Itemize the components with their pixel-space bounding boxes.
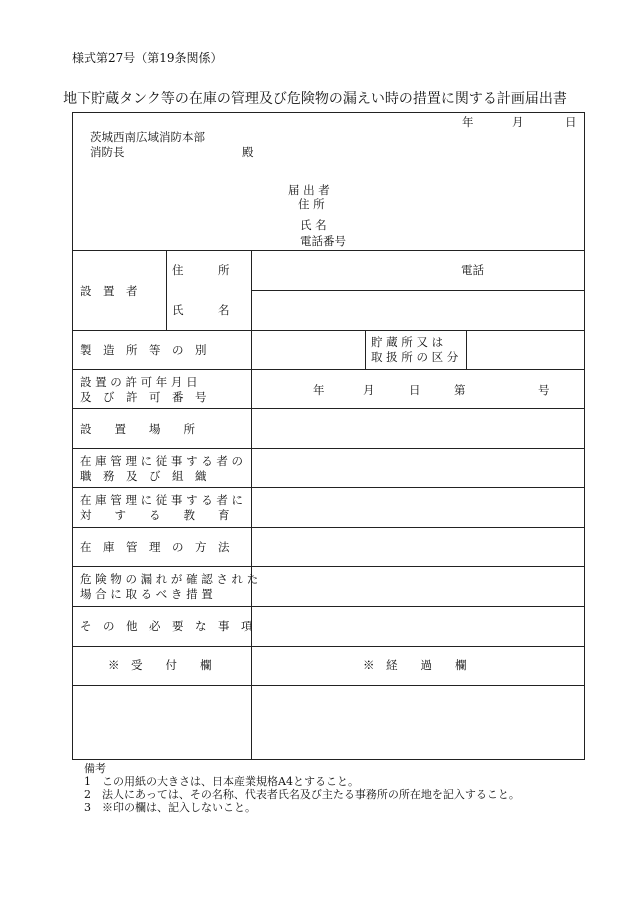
permit-label-2: 及 び 許 可 番 号 [80,390,207,404]
notifier-label: 届 出 者 [288,183,330,197]
notifier-name-label: 氏 名 [300,218,327,232]
form-title: 地下貯蔵タンク等の在庫の管理及び危険物の漏えい時の措置に関する計画届出書 [63,91,567,107]
storage-class-label-2: 取 扱 所 の 区 分 [371,350,459,364]
permit-day-label: 日 [409,383,421,397]
date-year-label: 年 [462,115,474,129]
permit-label-1: 設 置 の 許 可 年 月 日 [80,375,198,389]
note-item: 2 法人にあっては、その名称、代表者氏名及び主たる事務所の所在地を記入すること。 [84,788,520,801]
progress-column-label: ※ 経 過 欄 [363,658,467,672]
installer-label: 設 置 者 [80,284,138,298]
permit-no-label: 第 [454,383,466,397]
leak-label-1: 危 険 物 の 漏 れ が 確 認 さ れ た [80,572,259,586]
permit-month-label: 月 [363,383,375,397]
education-label-1: 在 庫 管 理 に 従 事 す る 者 に [80,493,244,507]
method-label: 在 庫 管 理 の 方 法 [80,540,230,554]
notes [84,762,520,814]
permit-year-label: 年 [313,383,325,397]
facility-type-label: 製 造 所 等 の 別 [80,343,207,357]
notifier-phone-label: 電話番号 [300,234,346,248]
form-number: 様式第27号（第19条関係） [72,51,223,65]
installer-name-label: 氏 名 [172,303,230,317]
date-month-label: 月 [512,115,524,129]
other-label: そ の 他 必 要 な 事 項 [80,619,253,633]
reception-column-label: ※ 受 付 欄 [108,658,212,672]
location-label: 設 置 場 所 [80,422,195,436]
installer-phone-label: 電話 [461,263,484,277]
notes-heading: 備考 [84,762,106,775]
installer-address-label: 住 所 [172,263,230,277]
storage-class-label-1: 貯 蔵 所 又 は [371,335,444,349]
leak-label-2: 場 合 に 取 る べ き 措 置 [80,587,213,601]
form-sheet [72,112,585,760]
education-label-2: 対 す る 教 育 [80,508,230,522]
note-item: 1 この用紙の大きさは、日本産業規格A4とすること。 [84,775,359,788]
staff-org-label-1: 在 庫 管 理 に 従 事 す る 者 の [80,454,244,468]
note-item: 3 ※印の欄は、記入しないこと。 [84,801,256,814]
permit-go-label: 号 [538,383,550,397]
addressee-honorific: 殿 [242,145,254,159]
staff-org-label-2: 職 務 及 び 組 織 [80,469,207,483]
notifier-address-label: 住 所 [298,197,325,211]
date-day-label: 日 [565,115,577,129]
addressee-chief: 消防長 [90,145,125,159]
addressee-org: 茨城西南広域消防本部 [90,130,205,144]
